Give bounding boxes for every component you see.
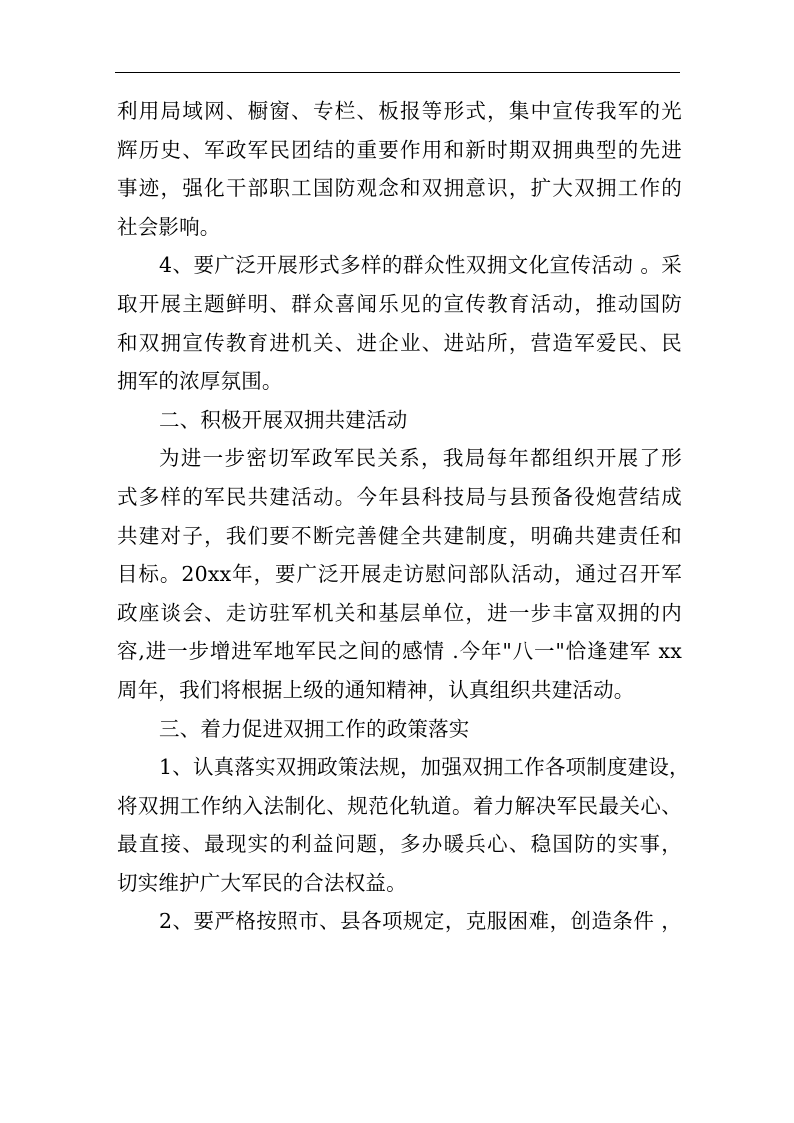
text-line: 式多样的军民共建活动。今年县科技局与县预备役炮营结成 [117,484,682,509]
text-line: 事迹，强化干部职工国防观念和双拥意识，扩大双拥工作的 [117,176,682,201]
text-line: 取开展主题鲜明、群众喜闻乐见的宣传教育活动，推动国防 [117,291,682,316]
text-line: 辉历史、军政军民团结的重要作用和新时期双拥典型的先进 [117,137,682,162]
text-line: 将双拥工作纳入法制化、规范化轨道。着力解决军民最关心、 [117,793,682,818]
paragraph-4-first-line: 4、要广泛开展形式多样的群众性双拥文化宣传活动 。采 [159,253,682,278]
text-line: 拥军的浓厚氛围。 [117,369,283,394]
text-line: 切实维护广大军民的合法权益。 [117,870,407,895]
text-line: 利用局域网、橱窗、专栏、板报等形式，集中宣传我军的光 [117,99,682,123]
body-text [117,92,690,941]
text-line: 和双拥宣传教育进机关、进企业、进站所，营造军爱民、民 [117,330,682,355]
paragraph-1-first-line: 1、认真落实双拥政策法规，加强双拥工作各项制度建设， [159,755,690,780]
text-line: 最直接、最现实的利益问题，多办暖兵心、稳国防的实事， [117,832,682,857]
text-line: 共建对子，我们要不断完善健全共建制度，明确共建责任和 [117,523,682,548]
section-heading-3: 三、着力促进双拥工作的政策落实 [159,716,470,741]
text-line: 社会影响。 [117,214,221,239]
paragraph-2-first-line: 2、要严格按照市、县各项规定，克服困难，创造条件 ， [159,909,682,934]
text-line: 周年，我们将根据上级的通知精神，认真组织共建活动。 [117,677,635,702]
text-line: 容,进一步增进军地军民之间的感情 .今年"八一"恰逢建军 xx [117,639,682,664]
paragraph-first-line: 为进一步密切军政军民关系，我局每年都组织开展了形 [159,446,682,471]
text-line: 政座谈会、走访驻军机关和基层单位，进一步丰富双拥的内 [117,600,682,625]
header-rule [115,72,680,73]
section-heading-2: 二、积极开展双拥共建活动 [159,407,408,432]
text-line: 目标。20xx年，要广泛开展走访慰问部队活动，通过召开军 [117,562,682,587]
